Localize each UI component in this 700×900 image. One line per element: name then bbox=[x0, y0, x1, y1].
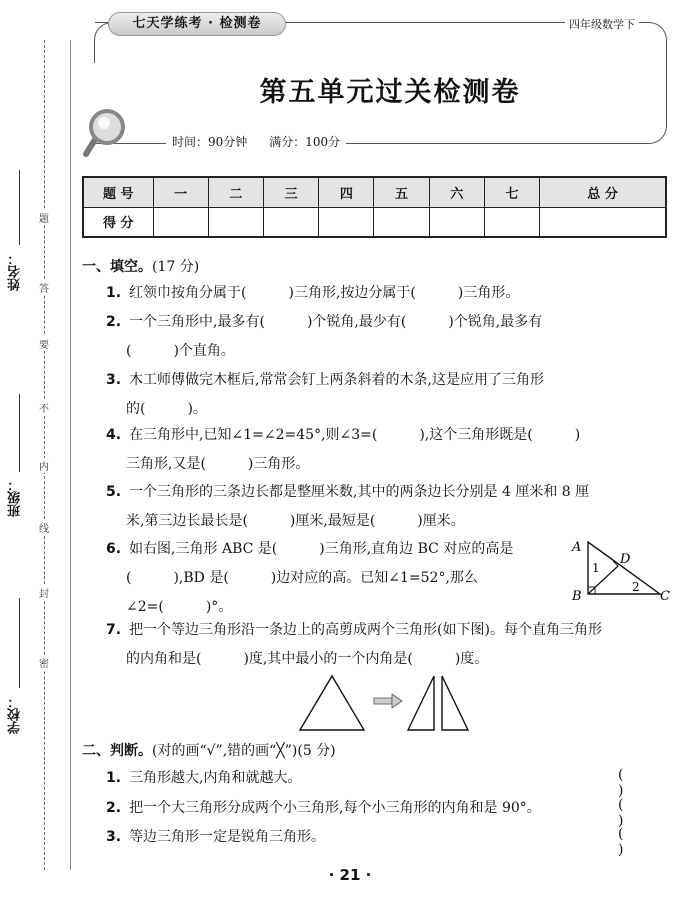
question-number: 1. bbox=[106, 285, 122, 301]
question-number: 2. bbox=[106, 314, 122, 330]
school-field[interactable] bbox=[19, 598, 20, 688]
seal-char: 要 bbox=[36, 336, 52, 351]
vertex-c-label: C bbox=[660, 589, 670, 602]
exam-meta bbox=[166, 133, 346, 150]
score-cell[interactable] bbox=[484, 207, 539, 237]
question-number: 7. bbox=[106, 622, 122, 638]
seal-char: 题 bbox=[36, 210, 52, 225]
full-score: 满分：100分 bbox=[269, 135, 341, 149]
question-text: 一个三角形的三条边长都是整厘米数,其中的两条边长分别是 4 厘米和 8 厘 bbox=[129, 484, 590, 500]
question-text: 等边三角形一定是锐角三角形。 bbox=[129, 829, 326, 845]
table-cell: 总 分 bbox=[540, 177, 666, 207]
vertex-d-label: D bbox=[620, 552, 631, 567]
question-text: 木工师傅做完木框后,常常会钉上两条斜着的木条,这是应用了三角形 bbox=[129, 372, 544, 388]
triangle-abc-figure bbox=[566, 536, 670, 602]
triangle-cut-figure bbox=[290, 672, 490, 734]
section-points: (17 分) bbox=[152, 259, 200, 275]
name-field[interactable] bbox=[19, 170, 20, 245]
answer-paren[interactable]: ( ) bbox=[618, 797, 644, 829]
table-cell: 得 分 bbox=[83, 207, 153, 237]
right-triangle-left bbox=[408, 676, 434, 730]
class-label: 班级： bbox=[8, 478, 23, 517]
table-cell: 四 bbox=[319, 177, 374, 207]
table-row bbox=[83, 207, 666, 237]
table-cell: 七 bbox=[484, 177, 539, 207]
question-text: 一个三角形中,最多有( )个锐角,最少有( )个锐角,最多有 bbox=[129, 314, 543, 330]
table-cell: 五 bbox=[374, 177, 429, 207]
question-number: 3. bbox=[106, 372, 122, 388]
question-number: 2. bbox=[106, 800, 122, 816]
score-cell[interactable] bbox=[319, 207, 374, 237]
question-text: 把一个大三角形分成两个小三角形,每个小三角形的内角和是 90°。 bbox=[129, 800, 541, 816]
question-text: 红领巾按角分属于( )三角形,按边分属于( )三角形。 bbox=[129, 285, 520, 301]
grade-label: 四年级数学下 bbox=[565, 16, 639, 32]
question-text: ∠2=( )°。 bbox=[126, 599, 233, 615]
margin-line bbox=[70, 40, 71, 870]
seal-char: 封 bbox=[36, 585, 52, 600]
question-6 bbox=[106, 535, 566, 622]
question-text: 把一个等边三角形沿一条边上的高剪成两个三角形(如下图)。每个直角三角形 bbox=[129, 622, 602, 638]
table-cell: 三 bbox=[263, 177, 318, 207]
question-number: 5. bbox=[106, 484, 122, 500]
table-cell: 二 bbox=[208, 177, 263, 207]
section-points: (对的画“√”,错的画“╳”)(5 分) bbox=[152, 743, 336, 759]
question-7 bbox=[106, 616, 666, 674]
binding-margin bbox=[0, 0, 78, 900]
seal-char: 不 bbox=[36, 400, 52, 415]
section-fill-blank-heading bbox=[82, 256, 199, 276]
angle-2-label: 2 bbox=[632, 580, 640, 594]
score-cell[interactable] bbox=[153, 207, 208, 237]
question-number: 3. bbox=[106, 829, 122, 845]
section-title: 一、填空。 bbox=[82, 259, 152, 275]
table-cell: 六 bbox=[429, 177, 484, 207]
question-number: 4. bbox=[106, 427, 122, 443]
school-label: 学校： bbox=[8, 695, 23, 734]
seal-char: 线 bbox=[36, 520, 52, 535]
score-cell[interactable] bbox=[540, 207, 666, 237]
score-cell[interactable] bbox=[263, 207, 318, 237]
class-field[interactable] bbox=[19, 394, 20, 472]
question-text: ( ),BD 是( )边对应的高。已知∠1=52°,那么 bbox=[126, 570, 478, 586]
question-1 bbox=[106, 279, 666, 308]
magnifier-icon bbox=[82, 108, 132, 160]
seal-char: 答 bbox=[36, 280, 52, 295]
answer-paren[interactable]: ( ) bbox=[618, 826, 644, 858]
page-title: 第五单元过关检测卷 bbox=[259, 77, 521, 108]
question-text: 在三角形中,已知∠1=∠2=45°,则∠3=( ),这个三角形既是( ) bbox=[129, 427, 581, 443]
page-number: · 21 · bbox=[328, 866, 372, 884]
arrow-icon bbox=[374, 698, 392, 704]
table-row bbox=[83, 177, 666, 207]
question-text: ( )个直角。 bbox=[126, 343, 235, 359]
vertex-a-label: A bbox=[572, 540, 582, 555]
answer-paren[interactable]: ( ) bbox=[618, 767, 644, 799]
question-2 bbox=[106, 308, 666, 366]
question-text: 的内角和是( )度,其中最小的一个内角是( )度。 bbox=[126, 651, 489, 667]
question-4 bbox=[106, 421, 666, 479]
score-table bbox=[82, 176, 667, 238]
question-text: 三角形越大,内角和就越大。 bbox=[129, 770, 302, 786]
table-cell: 一 bbox=[153, 177, 208, 207]
question-number: 1. bbox=[106, 770, 122, 786]
right-triangle-right bbox=[442, 676, 468, 730]
question-text: 如右图,三角形 ABC 是( )三角形,直角边 BC 对应的高是 bbox=[129, 541, 514, 557]
vertex-b-label: B bbox=[572, 589, 582, 602]
seal-char: 密 bbox=[36, 655, 52, 670]
table-cell: 题 号 bbox=[83, 177, 153, 207]
question-text: 三角形,又是( )三角形。 bbox=[126, 456, 310, 472]
section-judge-heading bbox=[82, 740, 336, 760]
question-5 bbox=[106, 478, 666, 536]
question-text: 的( )。 bbox=[126, 401, 207, 417]
series-tab: 七天学练考 · 检测卷 bbox=[108, 12, 286, 36]
score-cell[interactable] bbox=[374, 207, 429, 237]
score-cell[interactable] bbox=[429, 207, 484, 237]
question-text: 米,第三边长最长是( )厘米,最短是( )厘米。 bbox=[126, 513, 465, 529]
section-title: 二、判断。 bbox=[82, 743, 152, 759]
score-cell[interactable] bbox=[208, 207, 263, 237]
time-limit: 时间：90分钟 bbox=[172, 135, 248, 149]
seal-char: 内 bbox=[36, 458, 52, 473]
equilateral-triangle bbox=[300, 676, 364, 730]
judge-item bbox=[106, 826, 676, 858]
question-number: 6. bbox=[106, 541, 122, 557]
judge-item bbox=[106, 767, 676, 799]
angle-1-label: 1 bbox=[592, 561, 600, 575]
name-label: 姓名： bbox=[8, 252, 23, 291]
seal-line bbox=[44, 40, 45, 870]
question-3 bbox=[106, 366, 666, 424]
judge-item bbox=[106, 797, 676, 829]
